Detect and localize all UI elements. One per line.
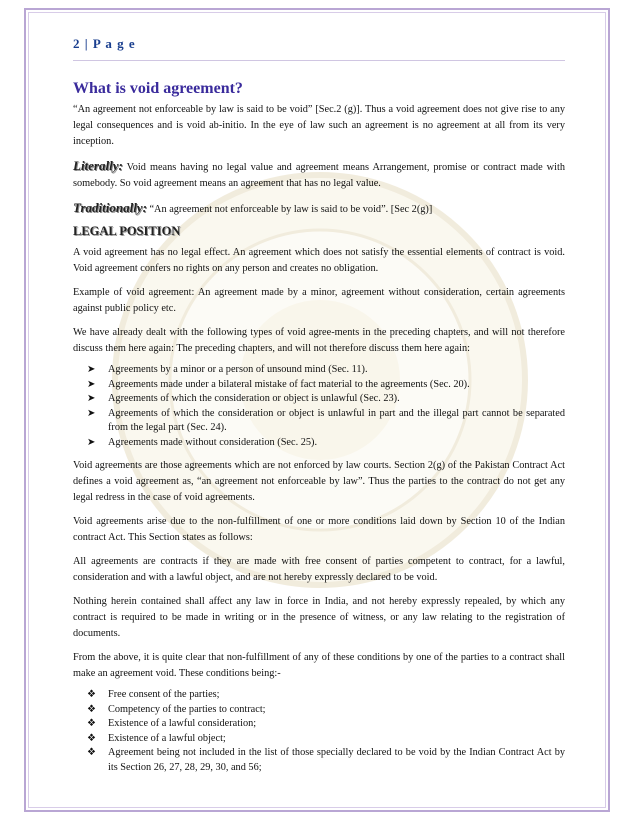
diamond-bullet-icon: ❖ [87, 718, 96, 729]
traditionally-label: Traditionally: [73, 200, 147, 215]
list-item: ➤ Agreements made without consideration (Sec. 25). [87, 436, 565, 451]
void-types-list [73, 363, 565, 450]
literally-label: Literally: [73, 158, 123, 173]
void-paragraph-2: Void agreements arise due to the non-fulfillment of one or more conditions laid down by Section 10 of the Indian contract Act. This Section states as follows: [73, 516, 565, 543]
traditionally-text: “An agreement not enforceable by law is said to be void”. [Sec 2(g)] [146, 204, 433, 215]
void-paragraph-1: Void agreements are those agreements which are not enforced by law courts. Section 2(g) of the Pakistan Contract Act defines a void agreement as, “an agreement not enforceable by law”. Thus the parties to the contract do not get any legal redress in the case of void agreements. [73, 460, 565, 503]
nothing-herein-paragraph: Nothing herein contained shall affect any law in force in India, and not hereby expressly repealed, by which any contract is required to be made in writing or in the presence of witness, or any law relating to the registration of documents. [73, 596, 565, 639]
diamond-bullet-icon: ❖ [87, 747, 96, 758]
list-item: ❖ Competency of the parties to contract; [87, 703, 565, 718]
header-separator: | [84, 36, 89, 51]
page-number: 2 [73, 36, 81, 51]
example-paragraph: Example of void agreement: An agreement made by a minor, agreement without consideration, certain agreements against public policy etc. [73, 287, 565, 314]
from-above-paragraph: From the above, it is quite clear that non-fulfillment of any of these conditions by one of the parties to a contract shall make an agreement void. These conditions being:- [73, 652, 565, 679]
list-item: ❖ Existence of a lawful consideration; [87, 717, 565, 732]
arrow-bullet-icon: ➤ [87, 436, 96, 448]
list-item: ❖ Free consent of the parties; [87, 688, 565, 703]
literally-text: Void means having no legal value and agreement means Arrangement, promise or contract made with somebody. So void agreement means an agreement that has no legal value. [73, 162, 565, 189]
conditions-list [73, 688, 565, 775]
definition-paragraph: “An agreement not enforceable by law is said to be void” [Sec.2 (g)]. Thus a void agreement does not give rise to any legal consequences and is void ab-initio. In the eye of law such an agreement is no agreement at all from its very inception. [73, 104, 565, 147]
page-header [73, 36, 565, 61]
page-word: P a g e [92, 36, 136, 51]
dealt-paragraph: We have already dealt with the following types of void agree-ments in the preceding chapters, and will not therefore discuss them here again: The preceding chapters, and will not therefore discuss them here again: [73, 327, 565, 354]
literally-paragraph [73, 158, 565, 192]
diamond-bullet-icon: ❖ [87, 732, 96, 744]
list-item: ➤ Agreements of which the consideration or object is unlawful in part and the illegal part cannot be separated from the legal part (Sec. 24). [87, 407, 565, 433]
diamond-bullet-icon: ❖ [87, 689, 96, 700]
section-title: What is void agreement? [73, 80, 243, 97]
arrow-bullet-icon: ➤ [87, 393, 96, 404]
arrow-bullet-icon: ➤ [87, 378, 96, 390]
legal-paragraph: A void agreement has no legal effect. An agreement which does not satisfy the essential elements of contract is void. Void agreement confers no rights on any person and creates no obligation. [73, 247, 565, 274]
arrow-bullet-icon: ➤ [87, 407, 96, 419]
document-body [73, 36, 565, 783]
list-item: ➤ Agreements of which the consideration or object is unlawful (Sec. 23). [87, 392, 565, 407]
list-item: ➤ Agreements by a minor or a person of unsound mind (Sec. 11). [87, 363, 565, 378]
list-item: ❖ Agreement being not included in the list of those specially declared to be void by the Indian Contract Act by its Section 26, 27, 28, 29, 30, and 56; [87, 747, 565, 773]
legal-position-heading: LEGAL POSITION [73, 224, 181, 238]
list-item: ❖ Existence of a lawful object; [87, 732, 565, 747]
arrow-bullet-icon: ➤ [87, 364, 96, 375]
diamond-bullet-icon: ❖ [87, 703, 96, 715]
traditionally-paragraph [73, 200, 565, 218]
list-item: ➤ Agreements made under a bilateral mistake of fact material to the agreements (Sec. 20). [87, 378, 565, 393]
all-agreements-paragraph: All agreements are contracts if they are made with free consent of parties competent to contract, for a lawful, consideration and with a lawful object, and are not hereby expressly declared to be void. [73, 556, 565, 583]
